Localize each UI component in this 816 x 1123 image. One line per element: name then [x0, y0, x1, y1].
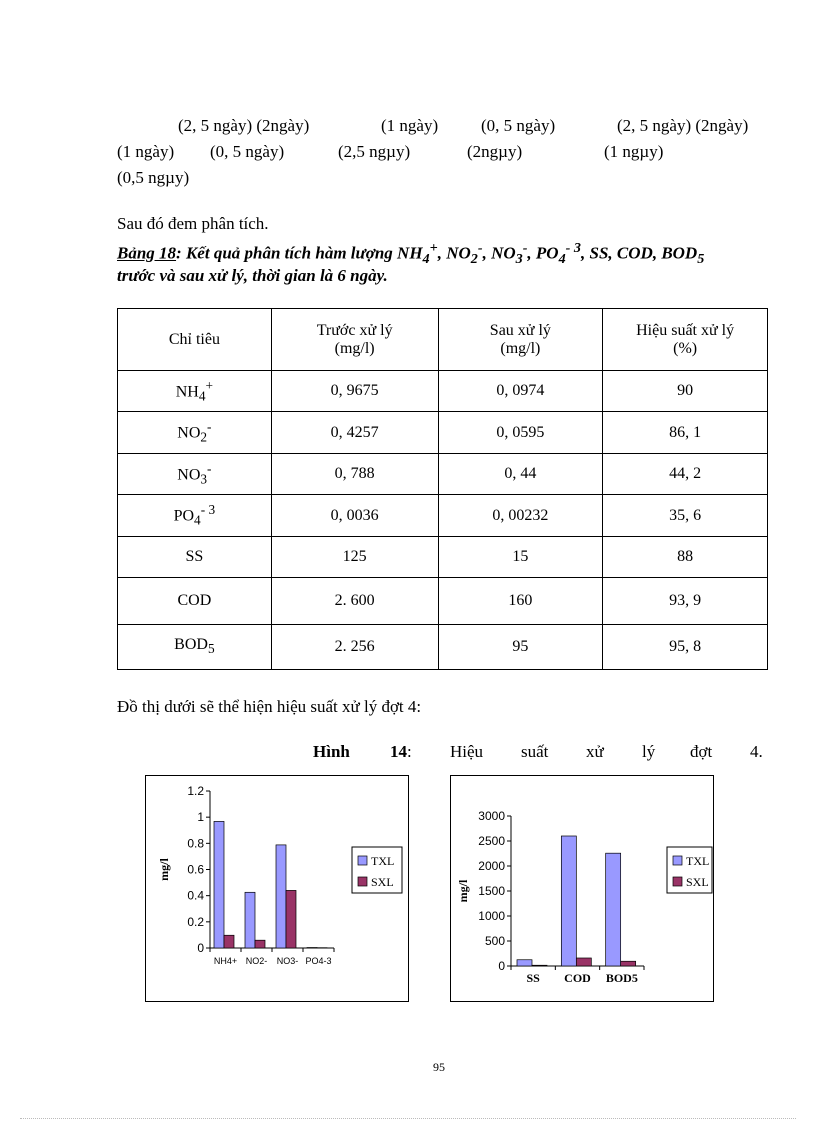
figure-label: Hình — [313, 742, 350, 761]
title-sub: 5 — [697, 251, 705, 268]
bar-txl — [214, 821, 224, 948]
y-tick-label: 0 — [498, 959, 505, 973]
parameter-cell — [118, 495, 272, 537]
page-bottom-divider — [20, 1118, 796, 1119]
bar-txl — [606, 853, 621, 966]
after-text: Sau đó đem phân tích. — [117, 214, 269, 233]
header-text: Chỉ tiêu — [168, 330, 220, 348]
bar-sxl — [255, 940, 265, 948]
parameter-name: NO — [177, 424, 201, 442]
parameter-sub: 3 — [200, 471, 208, 487]
title-sub: 3 — [515, 251, 523, 268]
parameter-cell — [118, 454, 272, 495]
table-header-row — [118, 309, 768, 371]
parameter-name: COD — [177, 592, 212, 609]
parameter-name: SS — [185, 548, 204, 565]
intro-text: (2,5 ngµy) — [338, 142, 411, 161]
value-cell-before: 0, 9675 — [271, 371, 438, 412]
title-sub: 4 — [422, 251, 430, 268]
header-unit: (mg/l) — [334, 339, 375, 357]
value-cell-eff: 86, 1 — [603, 412, 768, 454]
table-title — [117, 240, 704, 268]
title-part: : Kết quả phân tích hàm lượng NH — [176, 243, 423, 263]
value-cell-eff: 35, 6 — [603, 495, 768, 537]
figure-word: xử — [586, 742, 604, 761]
table-row — [118, 625, 768, 670]
table-row — [118, 495, 768, 537]
header-text: Trước xử lý — [316, 321, 393, 339]
table-row — [118, 578, 768, 625]
y-axis-label: mg/l — [456, 879, 470, 903]
chart-2 — [451, 776, 713, 1001]
value-cell-before: 2. 600 — [271, 578, 438, 625]
results-table — [117, 308, 768, 670]
table-row — [118, 537, 768, 578]
chart-1-frame — [145, 775, 409, 1002]
y-tick-label: 1000 — [478, 909, 505, 923]
value-cell-after: 0, 0595 — [438, 412, 603, 454]
page-number: 95 — [433, 1060, 445, 1074]
parameter-sup: - — [207, 460, 212, 476]
legend-swatch-txl — [358, 856, 367, 865]
parameter-cell — [118, 412, 272, 454]
y-tick-label: 500 — [484, 934, 505, 948]
value-cell-after: 95 — [438, 625, 603, 670]
y-tick-label: 1 — [197, 810, 204, 825]
value-cell-eff: 88 — [603, 537, 768, 578]
figure-number: 14: — [390, 742, 412, 761]
chart-intro: Đồ thị dưới sẽ thể hiện hiệu suất xử lý đợt 4: — [117, 697, 422, 716]
title-sub: 4 — [558, 251, 566, 268]
parameter-name: PO — [173, 507, 195, 525]
value-cell-before: 0, 0036 — [271, 495, 438, 537]
table-row — [118, 454, 768, 495]
y-tick-label: 2000 — [478, 859, 505, 873]
legend-label: TXL — [371, 854, 395, 868]
bar-txl — [276, 845, 286, 948]
y-tick-label: 1500 — [478, 884, 505, 898]
table-title-line2: trước và sau xử lý, thời gian là 6 ngày. — [117, 266, 388, 285]
x-tick-label: PO4-3 — [305, 956, 332, 966]
y-axis-label: mg/l — [157, 858, 171, 881]
intro-text: (0, 5 ngày) — [210, 142, 285, 161]
chart-2-frame — [450, 775, 714, 1002]
table-row — [118, 371, 768, 412]
x-tick-label: BOD5 — [605, 971, 638, 985]
figure-word: lý — [642, 742, 656, 761]
title-part: , PO — [527, 243, 559, 263]
bar-txl — [561, 836, 576, 966]
value-cell-after: 160 — [438, 578, 603, 625]
bar-sxl — [532, 965, 547, 966]
x-tick-label: COD — [564, 971, 591, 985]
figure-number-text: 14 — [390, 742, 407, 761]
legend-swatch-sxl — [358, 877, 367, 886]
intro-text: (1 ngày) — [117, 142, 175, 161]
header-cell — [438, 309, 603, 371]
intro-text: (2, 5 ngày) (2ngày) — [617, 116, 749, 135]
header-text: Hiệu suất xử lý — [636, 321, 735, 339]
y-tick-label: 3000 — [478, 809, 505, 823]
value-cell-before: 0, 4257 — [271, 412, 438, 454]
title-part: , NO — [482, 243, 516, 263]
x-tick-label: SS — [526, 971, 540, 985]
parameter-sub: 2 — [200, 429, 208, 445]
parameter-sup: - 3 — [200, 502, 216, 518]
header-text: Sau xử lý — [489, 321, 551, 339]
value-cell-eff: 44, 2 — [603, 454, 768, 495]
y-tick-label: 2500 — [478, 834, 505, 848]
title-part: , SS, COD, BOD — [581, 243, 698, 263]
intro-text: (2, 5 ngày) (2ngày) — [178, 116, 310, 135]
x-tick-label: NH4+ — [213, 956, 238, 966]
figure-word: đợt — [690, 742, 713, 761]
value-cell-eff: 95, 8 — [603, 625, 768, 670]
parameter-sup: - — [207, 419, 212, 435]
value-cell-before: 125 — [271, 537, 438, 578]
table-label: Bảng 18 — [117, 243, 177, 263]
title-sup: + — [429, 240, 438, 256]
y-tick-label: 0.6 — [187, 862, 204, 877]
intro-text: (0,5 ngµy) — [117, 168, 190, 187]
intro-text: (2ngµy) — [467, 142, 523, 161]
y-tick-label: 0.4 — [187, 888, 204, 903]
legend-swatch-txl — [673, 856, 682, 865]
parameter-cell — [118, 371, 272, 412]
value-cell-after: 0, 44 — [438, 454, 603, 495]
value-cell-after: 15 — [438, 537, 603, 578]
parameter-cell — [118, 578, 272, 625]
value-cell-eff: 93, 9 — [603, 578, 768, 625]
title-sup: - — [522, 240, 528, 256]
title-sub: 2 — [470, 251, 478, 268]
title-part: , NO — [437, 243, 471, 263]
header-cell — [271, 309, 438, 371]
x-tick-label: NO2- — [245, 956, 268, 966]
header-cell — [603, 309, 768, 371]
chart-1 — [146, 776, 408, 1001]
intro-text: (0, 5 ngày) — [481, 116, 556, 135]
parameter-sub: 4 — [198, 388, 206, 404]
header-unit: (%) — [673, 339, 698, 357]
figure-word: Hiệu — [450, 742, 484, 761]
legend-label: SXL — [371, 875, 394, 889]
value-cell-eff: 90 — [603, 371, 768, 412]
value-cell-after: 0, 0974 — [438, 371, 603, 412]
bar-sxl — [576, 958, 591, 966]
parameter-cell — [118, 625, 272, 670]
value-cell-before: 0, 788 — [271, 454, 438, 495]
parameter-sub: 4 — [194, 512, 201, 528]
title-sup: - — [477, 240, 483, 256]
parameter-sub: 5 — [207, 641, 215, 657]
bar-txl — [517, 960, 532, 966]
header-cell — [118, 309, 272, 371]
parameter-sup: + — [205, 377, 214, 393]
legend-swatch-sxl — [673, 877, 682, 886]
legend-label: SXL — [686, 875, 709, 889]
intro-text: (1 ngµy) — [604, 142, 664, 161]
y-tick-label: 0.2 — [187, 914, 204, 929]
bar-txl — [245, 892, 255, 948]
y-tick-label: 0.8 — [187, 836, 204, 851]
table-row — [118, 412, 768, 454]
parameter-cell — [118, 537, 272, 578]
bar-sxl — [286, 890, 296, 948]
legend-label: TXL — [686, 854, 710, 868]
value-cell-after: 0, 00232 — [438, 495, 603, 537]
figure-word: suất — [521, 742, 549, 761]
y-tick-label: 0 — [197, 941, 204, 955]
y-tick-label: 1.2 — [187, 784, 204, 798]
bar-sxl — [621, 961, 636, 966]
bar-sxl — [224, 935, 234, 948]
title-sup: - 3 — [565, 240, 582, 256]
figure-word: 4. — [750, 742, 763, 761]
parameter-name: NH — [175, 383, 199, 401]
parameter-name: BOD — [174, 636, 208, 654]
intro-text: (1 ngày) — [381, 116, 439, 135]
header-unit: (mg/l) — [500, 339, 541, 357]
value-cell-before: 2. 256 — [271, 625, 438, 670]
x-tick-label: NO3- — [276, 956, 299, 966]
parameter-name: NO — [177, 466, 201, 484]
